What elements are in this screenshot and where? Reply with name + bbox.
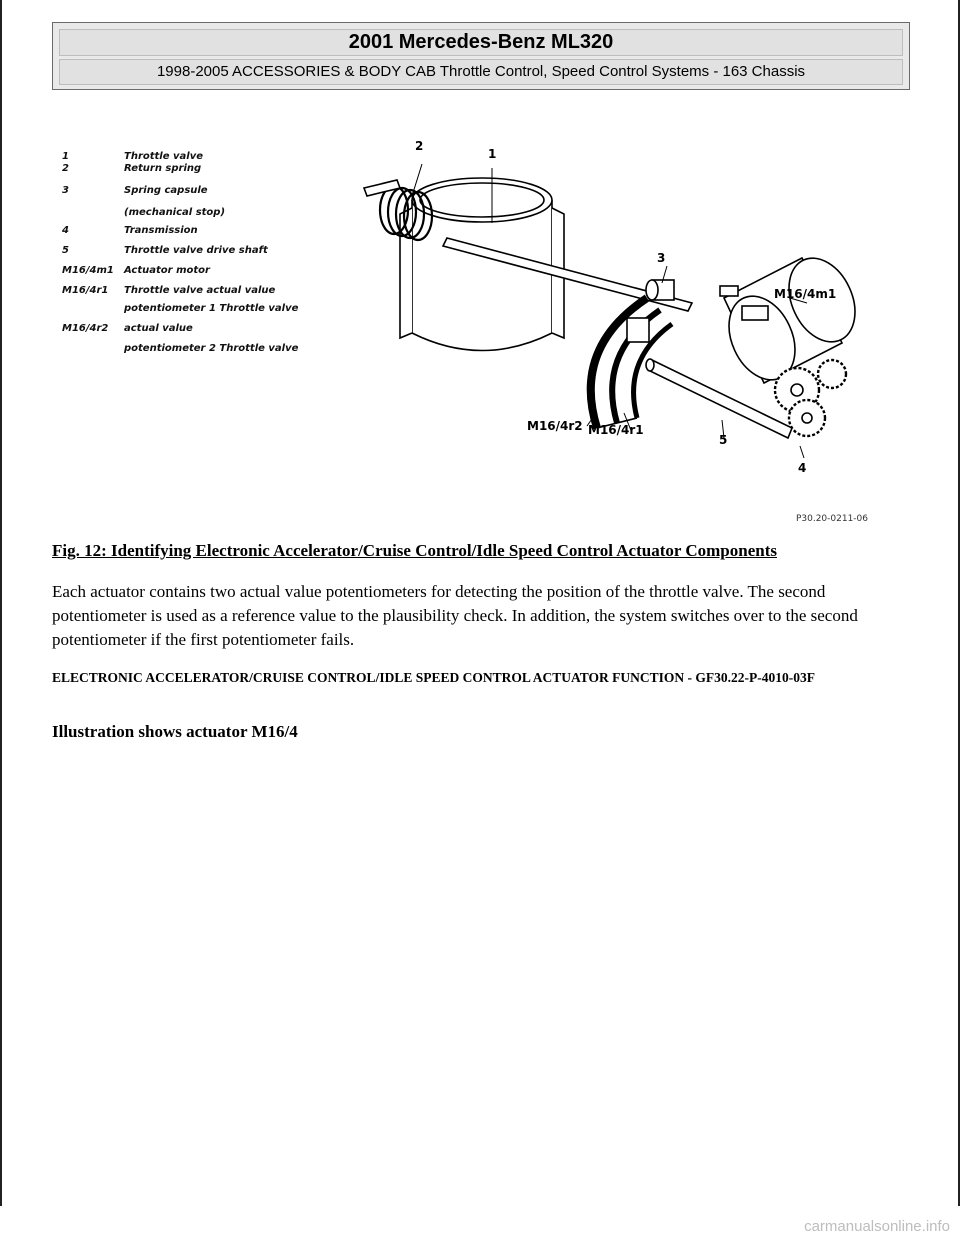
legend-row bbox=[62, 182, 322, 200]
legend-code: 4 bbox=[62, 225, 69, 236]
body-paragraph: Each actuator contains two actual value potentiometers for detecting the position of the throttle valve. The second potentiometer is used as a reference value to the plausibility check. In addition, the system switches over to the second potentiometer if the first potentiometer fails. bbox=[52, 582, 858, 649]
legend-row bbox=[62, 262, 322, 280]
legend-text: (mechanical stop) bbox=[124, 207, 226, 218]
legend-text: Spring capsule bbox=[124, 185, 208, 196]
legend-row bbox=[62, 300, 322, 318]
header-subtitle: 1998-2005 ACCESSORIES & BODY CAB Throttle Control, Speed Control Systems - 163 Chassis bbox=[59, 59, 903, 85]
legend-text: Throttle valve drive shaft bbox=[124, 245, 268, 256]
legend-text: Throttle valve bbox=[124, 151, 203, 162]
legend-code bbox=[62, 204, 124, 222]
actuator-figure bbox=[52, 128, 876, 528]
callout-5: 5 bbox=[719, 433, 728, 447]
legend-text: Actuator motor bbox=[124, 265, 210, 276]
spring-capsule bbox=[646, 280, 674, 300]
watermark: carmanualsonline.info bbox=[804, 1218, 950, 1235]
legend-code: M16/4m1 bbox=[62, 265, 114, 276]
connector-block bbox=[627, 318, 649, 342]
legend-code bbox=[62, 340, 124, 358]
legend-text: Throttle valve actual value bbox=[124, 285, 276, 296]
legend-text: potentiometer 2 Throttle valve bbox=[124, 343, 299, 354]
legend-code: M16/4r2 bbox=[62, 323, 109, 334]
legend-text: actual value bbox=[124, 323, 193, 334]
legend-row bbox=[62, 162, 322, 176]
legend-code: 1 bbox=[62, 151, 69, 162]
figure-code-ref: P30.20-0211-06 bbox=[795, 514, 868, 524]
legend-code: M16/4r1 bbox=[62, 285, 109, 296]
spring-rod bbox=[364, 180, 400, 196]
callout-1: 1 bbox=[488, 147, 497, 161]
legend-code: 2 bbox=[62, 163, 69, 174]
legend-row bbox=[62, 222, 322, 240]
figure-caption: Fig. 12: Identifying Electronic Accelerator/Cruise Control/Idle Speed Control Actuator Components bbox=[52, 541, 777, 560]
figure-legend bbox=[62, 148, 322, 358]
legend-row bbox=[62, 282, 322, 300]
callout-m16-4m1: M16/4m1 bbox=[774, 287, 837, 301]
callout-4: 4 bbox=[798, 461, 807, 475]
page-header bbox=[52, 22, 910, 90]
legend-code bbox=[62, 300, 124, 318]
header-title: 2001 Mercedes-Benz ML320 bbox=[59, 29, 903, 56]
legend-text: Return spring bbox=[124, 163, 202, 174]
legend-text: potentiometer 1 Throttle valve bbox=[124, 303, 299, 314]
callout-m16-4r2: M16/4r2 bbox=[527, 419, 583, 433]
callout-3: 3 bbox=[657, 251, 666, 265]
section-heading: ELECTRONIC ACCELERATOR/CRUISE CONTROL/IDLE SPEED CONTROL ACTUATOR FUNCTION - GF30.22-P-4010-03F bbox=[52, 670, 815, 685]
legend-row bbox=[62, 320, 322, 338]
legend-code: 3 bbox=[62, 185, 69, 196]
illustration-note: Illustration shows actuator M16/4 bbox=[52, 722, 298, 741]
callout-2: 2 bbox=[415, 139, 424, 153]
legend-text: Transmission bbox=[124, 225, 198, 236]
legend-row bbox=[62, 204, 322, 222]
legend-row bbox=[62, 340, 322, 358]
callout-m16-4r1: M16/4r1 bbox=[588, 423, 644, 437]
legend-code: 5 bbox=[62, 245, 69, 256]
legend-row bbox=[62, 242, 322, 260]
